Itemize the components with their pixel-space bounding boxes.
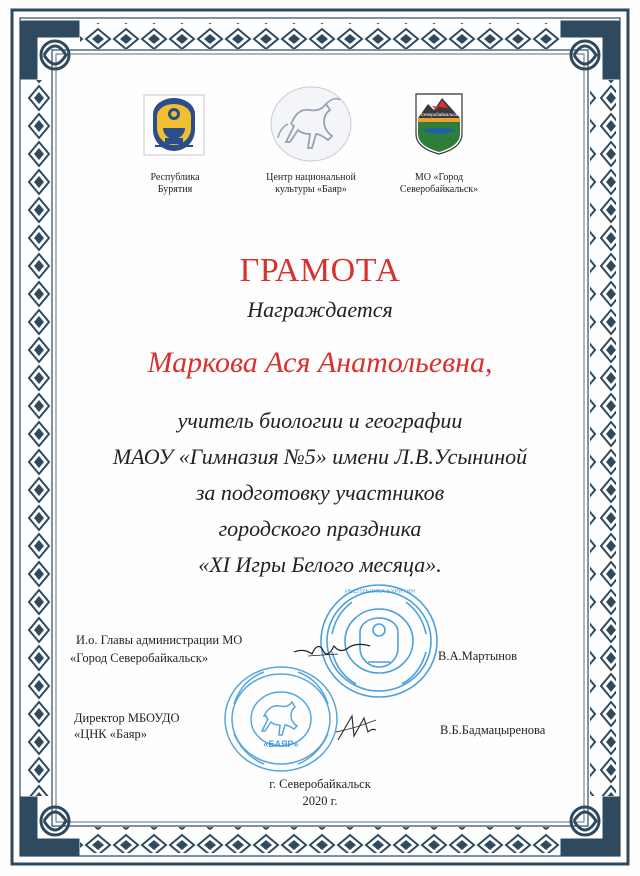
footer-city: г. Северобайкальск [269,777,371,791]
signature-icon [292,632,372,662]
stamp-text: «БАЯР» [263,739,299,749]
signatory-position: И.о. Главы администрации МО [76,633,243,647]
signatory-name: В.А.Мартынов [438,649,518,663]
body-line: городского праздника [218,516,422,541]
certificate-title: ГРАМОТА [239,252,401,289]
bayar-stamp-icon [222,664,340,774]
signature-icon [334,710,378,746]
signatory-position: Директор МБОУДО [74,711,180,725]
severobaikalsk-emblem-icon [414,92,464,156]
body-line: за подготовку участников [195,480,445,505]
body-line: «XI Игры Белого месяца». [198,552,442,577]
body-line: учитель биологии и географии [177,408,463,433]
logo-caption-buryatia: Республика Бурятия [150,172,200,195]
logo-caption-severobaikalsk: МО «Город Северобайкальск» [399,172,479,195]
logo-caption-bayar: Центр национальной культуры «Баяр» [266,172,356,195]
horse-emblem-icon [268,84,354,164]
signatory-organization: «ЦНК «Баяр» [74,727,147,741]
stamp-text: РЕСПУБЛИКА БУРЯТИЯ [345,589,415,595]
buryatia-emblem-icon [143,94,205,156]
footer-year: 2020 г. [302,794,338,808]
award-line: Награждается [247,297,393,322]
signatory-organization: «Город Северобайкальск» [70,651,209,665]
body-line: МАОУ «Гимназия №5» имени Л.В.Усыниной [112,444,528,469]
emblem-inner-text: Северобайкальск [420,112,458,117]
signatory-name: В.Б.Бадмацыренова [440,723,546,737]
severobaikalsk-emblem [414,92,464,156]
recipient-name: Маркова Ася Анатольевна, [147,346,493,379]
